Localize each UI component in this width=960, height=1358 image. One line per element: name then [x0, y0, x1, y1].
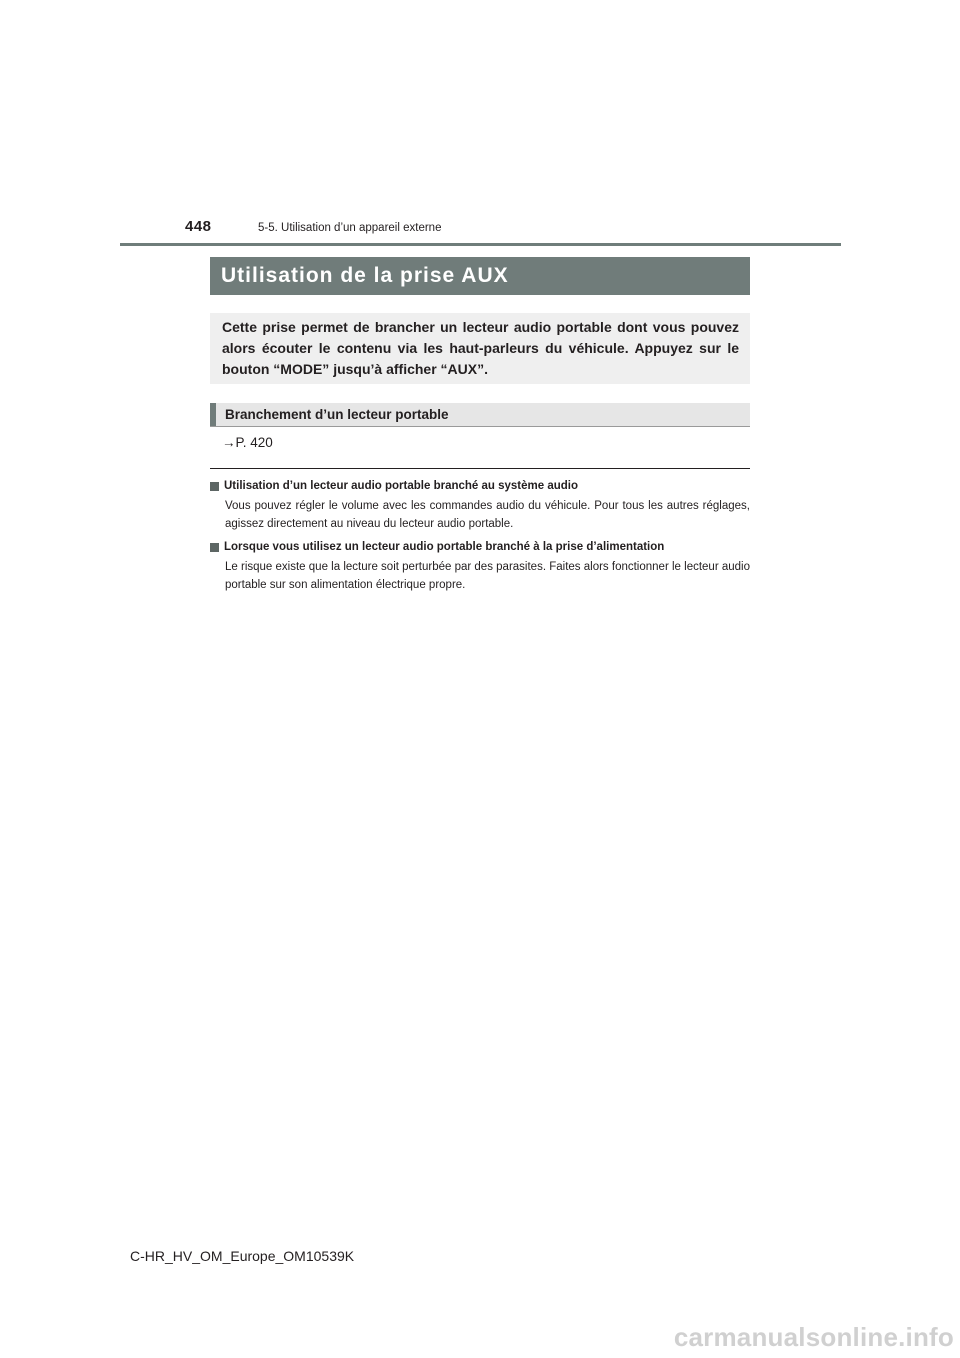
- note-heading-row: [210, 539, 750, 555]
- square-bullet-icon: [210, 543, 219, 552]
- intro-text: Cette prise permet de brancher un lecteur audio portable dont vous pouvez alors écouter le contenu via les haut-parleurs du véhicule. Appuyez sur le bouton “MODE” jusqu’à afficher “AUX”.: [222, 319, 739, 377]
- note-heading: Lorsque vous utilisez un lecteur audio portable branché à la prise d’alimentation: [224, 541, 665, 553]
- section-breadcrumb: 5-5. Utilisation d’un appareil externe: [258, 222, 442, 234]
- subheading-bar: [210, 403, 750, 427]
- note-item: [210, 478, 750, 533]
- note-body: Le risque existe que la lecture soit perturbée par des parasites. Faites alors fonctionner le lecteur audio portable sur son alimentation électrique propre.: [225, 561, 750, 591]
- note-heading: Utilisation d’un lecteur audio portable branché au système audio: [224, 480, 579, 492]
- document-code: C-HR_HV_OM_Europe_OM10539K: [130, 1248, 355, 1264]
- page-number: 448: [185, 218, 212, 235]
- subheading-title: Branchement d’un lecteur portable: [225, 407, 449, 422]
- page-title-bar: [210, 257, 750, 295]
- note-item: [210, 539, 750, 594]
- page-title: Utilisation de la prise AUX: [221, 264, 509, 287]
- notes-divider: [210, 468, 750, 469]
- header-divider: [120, 243, 841, 246]
- note-body: Vous pouvez régler le volume avec les commandes audio du véhicule. Pour tous les autres réglages, agissez directement au niveau du lecteur audio portable.: [225, 500, 750, 530]
- subheading-accent: [210, 403, 216, 426]
- square-bullet-icon: [210, 482, 219, 491]
- note-heading-row: [210, 478, 750, 494]
- page-reference-link[interactable]: →P. 420: [222, 435, 273, 450]
- watermark: carmanualsonline.info: [673, 1322, 954, 1352]
- intro-box: [210, 313, 750, 384]
